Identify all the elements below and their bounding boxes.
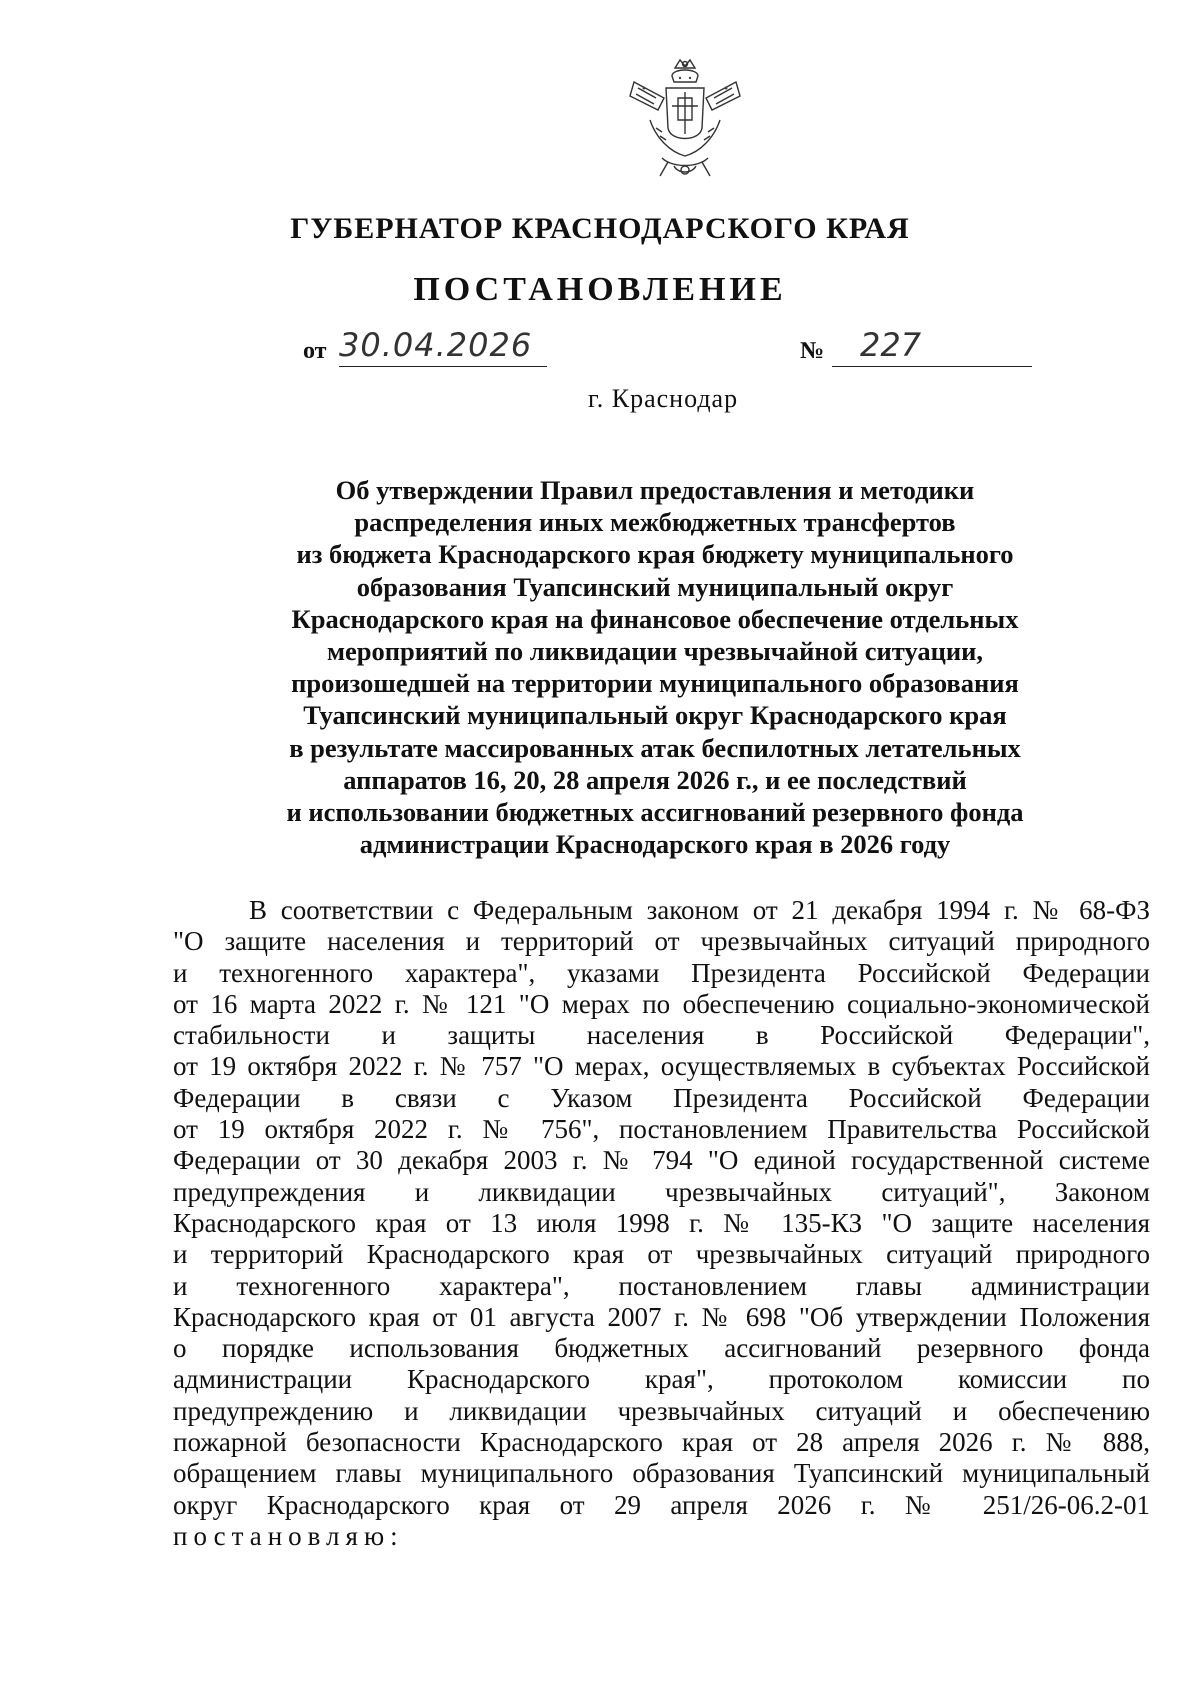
decree-heading	[250, 474, 1060, 860]
body-line: округ Краснодарского края от 29 апреля 2026 г. № 251/26-06.2-01	[173, 1489, 1150, 1520]
body-line: стабильности и защиты населения в Российской Федерации",	[173, 1020, 1150, 1051]
heading-line: мероприятий по ликвидации чрезвычайной ситуации,	[326, 636, 984, 667]
issuing-authority-title: ГУБЕРНАТОР КРАСНОДАРСКОГО КРАЯ	[290, 212, 910, 245]
body-line: предупреждению и ликвидации чрезвычайных ситуаций и обеспечению	[173, 1395, 1150, 1426]
decree-resolution-word: постановляю:	[173, 1520, 404, 1551]
body-line: и территорий Краснодарского края от чрезвычайных ситуаций природного	[173, 1239, 1150, 1270]
body-line: Краснодарского края от 13 июля 1998 г. № 135-КЗ "О защите населения	[173, 1207, 1150, 1238]
body-line: пожарной безопасности Краснодарского края от 28 апреля 2026 г. № 888,	[173, 1427, 1150, 1458]
heading-line: Краснодарского края на финансовое обеспечение отдельных	[291, 603, 1019, 634]
heading-line: из бюджета Краснодарского края бюджету муниципального	[296, 539, 1014, 570]
body-line: В соответствии с Федеральным законом от 21 декабря 1994 г. № 68-ФЗ	[249, 895, 1150, 925]
preamble-paragraph	[173, 895, 1150, 1552]
date-label: от	[303, 338, 327, 364]
heading-line: в результате массированных атак беспилотных летательных	[289, 732, 1021, 763]
date-number-row	[0, 326, 1200, 376]
heading-line: администрации Краснодарского края в 2026 году	[359, 829, 951, 860]
heading-line: образования Туапсинский муниципальный округ	[356, 571, 954, 602]
body-line: обращением главы муниципального образования Туапсинский муниципальный	[173, 1458, 1150, 1489]
heading-line: Туапсинский муниципальный округ Краснодарского края	[303, 700, 1007, 731]
body-line: о порядке использования бюджетных ассигнований резервного фонда	[173, 1333, 1150, 1364]
heading-line: Об утверждении Правил предоставления и методики	[335, 475, 975, 505]
heading-line: и использовании бюджетных ассигнований резервного фонда	[286, 797, 1024, 828]
heading-line: произошедшей на территории муниципального образования	[291, 668, 1019, 699]
body-line: Федерации от 30 декабря 2003 г. № 794 "О единой государственной системе	[173, 1145, 1150, 1176]
date-underline	[339, 366, 547, 367]
number-label: №	[800, 338, 825, 364]
body-line: от 16 марта 2022 г. № 121 "О мерах по обеспечению социально-экономической	[173, 988, 1150, 1019]
city-of-issue: г. Краснодар	[588, 384, 739, 413]
body-line: от 19 октября 2022 г. № 757 "О мерах, осуществляемых в субъектах Российской	[173, 1051, 1150, 1082]
coat-of-arms-emblem	[620, 58, 750, 186]
body-line: Федерации в связи с Указом Президента Российской Федерации	[173, 1082, 1150, 1113]
body-line: Краснодарского края от 01 августа 2007 г. № 698 "Об утверждении Положения	[173, 1301, 1150, 1332]
body-line: администрации Краснодарского края", протоколом комиссии по	[173, 1364, 1150, 1395]
heading-line: распределения иных межбюджетных трансфертов	[354, 507, 956, 538]
number-value: 227	[860, 326, 922, 364]
body-line: предупреждения и ликвидации чрезвычайных ситуаций", Законом	[173, 1176, 1150, 1207]
body-line: от 19 октября 2022 г. № 756", постановлением Правительства Российской	[173, 1114, 1150, 1145]
document-type-title: ПОСТАНОВЛЕНИЕ	[413, 271, 787, 308]
number-underline	[832, 366, 1032, 367]
body-line: "О защите населения и территорий от чрезвычайных ситуаций природного	[173, 926, 1150, 957]
body-line: и техногенного характера", указами Президента Российской Федерации	[173, 957, 1150, 988]
body-line: и техногенного характера", постановлением главы администрации	[173, 1270, 1150, 1301]
heading-line: аппаратов 16, 20, 28 апреля 2026 г., и ее последствий	[343, 764, 967, 795]
date-value: 30.04.2026	[339, 326, 533, 364]
